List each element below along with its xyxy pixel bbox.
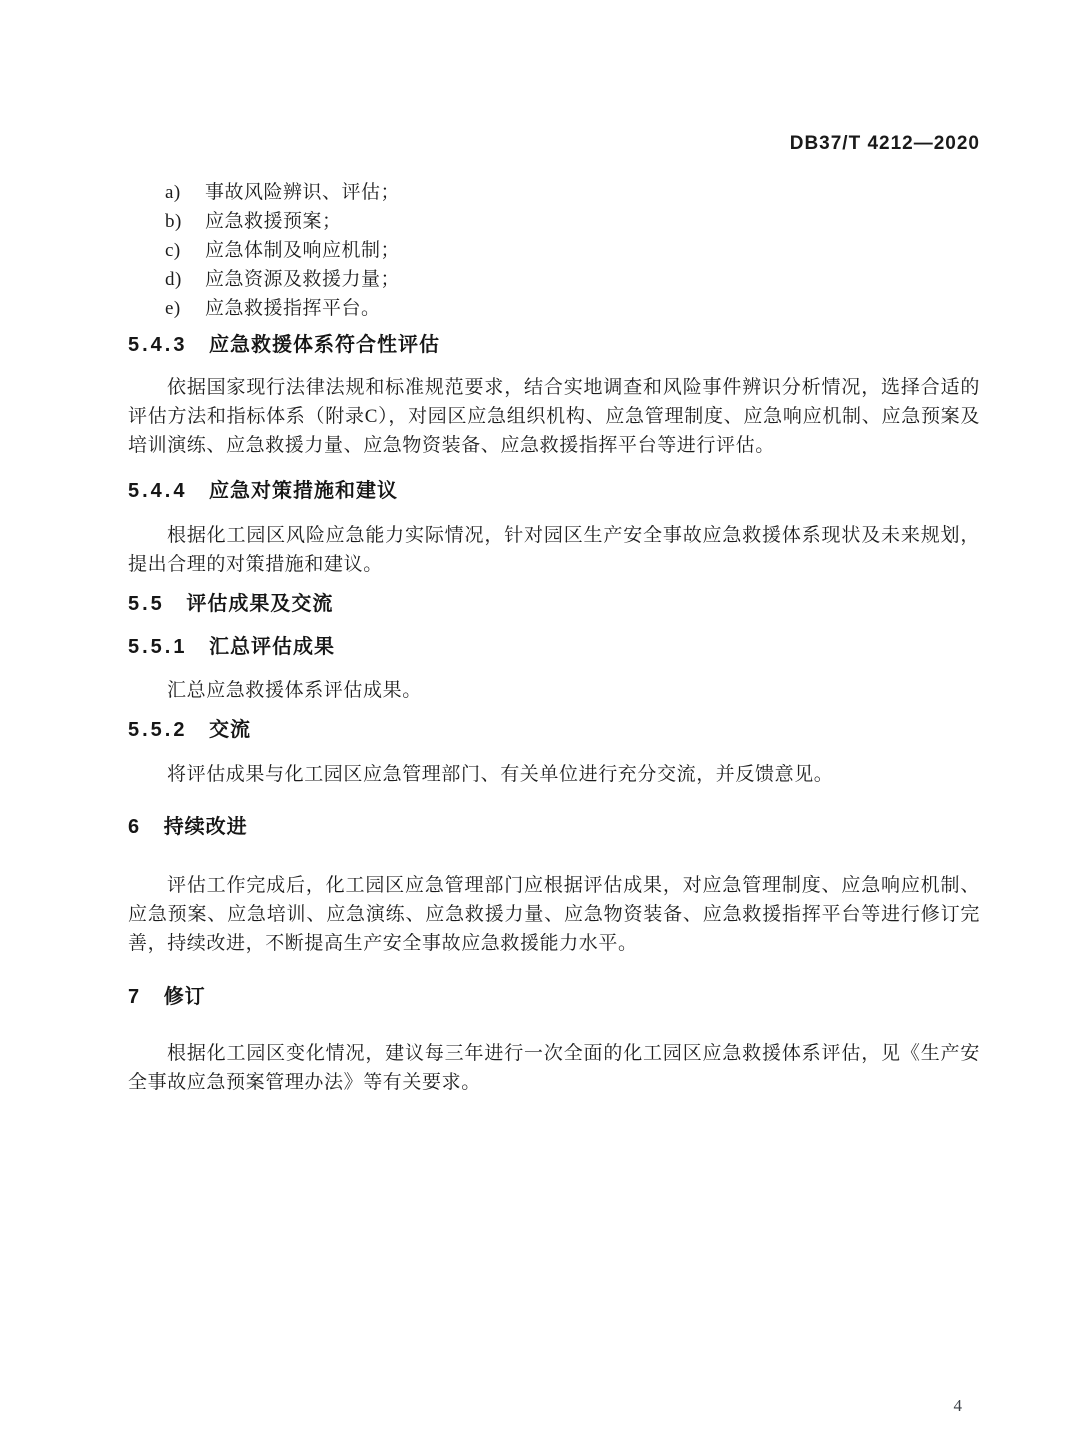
- section-heading: [128, 479, 980, 503]
- section-heading: [128, 985, 980, 1009]
- section-heading: [128, 333, 980, 357]
- section-number: 5.4.3: [128, 334, 188, 356]
- doc-number: DB37/T 4212—2020: [789, 133, 980, 154]
- clause-list: [128, 178, 980, 323]
- section-number: 5.5.1: [128, 636, 188, 658]
- list-item: [128, 294, 980, 323]
- page-header: [128, 133, 980, 155]
- section-title: 评估成果及交流: [186, 593, 334, 615]
- section-title: 交流: [209, 719, 252, 741]
- list-item-text: 应急救援预案；: [205, 211, 342, 232]
- section-number: 7: [128, 986, 143, 1008]
- section-5-4-3: [128, 333, 980, 460]
- section-5-5: [128, 592, 980, 616]
- list-item-marker: a): [165, 182, 181, 203]
- list-item-text: 应急资源及救援力量；: [205, 269, 401, 290]
- list-item-text: 事故风险辨识、评估；: [205, 182, 401, 203]
- list-item-text: 应急救援指挥平台。: [205, 298, 381, 319]
- section-heading: [128, 815, 980, 839]
- page-footer: [954, 1396, 963, 1416]
- paragraph: 评估工作完成后，化工园区应急管理部门应根据评估成果，对应急管理制度、应急响应机制、应急预案、应急培训、应急演练、应急救援力量、应急物资装备、应急救援指挥平台等进行修订完善，持续改进，不断提高生产安全事故应急救援能力水平。: [128, 875, 980, 954]
- paragraph: 将评估成果与化工园区应急管理部门、有关单位进行充分交流，并反馈意见。: [167, 764, 834, 785]
- section-6: [128, 815, 980, 958]
- paragraph: 汇总应急救援体系评估成果。: [167, 680, 422, 701]
- paragraph: 依据国家现行法律法规和标准规范要求，结合实地调查和风险事件辨识分析情况，选择合适的评估方法和指标体系（附录C），对园区应急组织机构、应急管理制度、应急响应机制、应急预案及培训演练、应急救援力量、应急物资装备、应急救援指挥平台等进行评估。: [128, 377, 980, 456]
- list-item: [128, 178, 980, 207]
- section-title: 应急对策措施和建议: [209, 480, 399, 502]
- section-title: 应急救援体系符合性评估: [209, 334, 441, 356]
- section-title: 汇总评估成果: [209, 636, 336, 658]
- section-number: 6: [128, 816, 143, 838]
- section-5-4-4: [128, 479, 980, 579]
- paragraph: 根据化工园区变化情况，建议每三年进行一次全面的化工园区应急救援体系评估，见《生产安全事故应急预案管理办法》等有关要求。: [128, 1043, 980, 1093]
- section-7: [128, 985, 980, 1097]
- section-title: 修订: [163, 986, 206, 1008]
- section-5-5-2: [128, 718, 980, 789]
- section-heading: [128, 635, 980, 659]
- section-number: 5.5: [128, 593, 165, 615]
- list-item: [128, 265, 980, 294]
- list-item: [128, 236, 980, 265]
- section-5-5-1: [128, 635, 980, 705]
- section-number: 5.4.4: [128, 480, 188, 502]
- section-number: 5.5.2: [128, 719, 188, 741]
- section-heading: [128, 592, 980, 616]
- list-item-marker: c): [165, 240, 181, 261]
- paragraph: 根据化工园区风险应急能力实际情况，针对园区生产安全事故应急救援体系现状及未来规划，提出合理的对策措施和建议。: [128, 525, 980, 575]
- list-item-marker: b): [165, 211, 182, 232]
- list-item-marker: e): [165, 298, 181, 319]
- list-item: [128, 207, 980, 236]
- list-item-text: 应急体制及响应机制；: [205, 240, 401, 261]
- page-number: 4: [953, 1396, 962, 1415]
- list-item-marker: d): [165, 269, 182, 290]
- section-title: 持续改进: [163, 816, 248, 838]
- section-heading: [128, 718, 980, 742]
